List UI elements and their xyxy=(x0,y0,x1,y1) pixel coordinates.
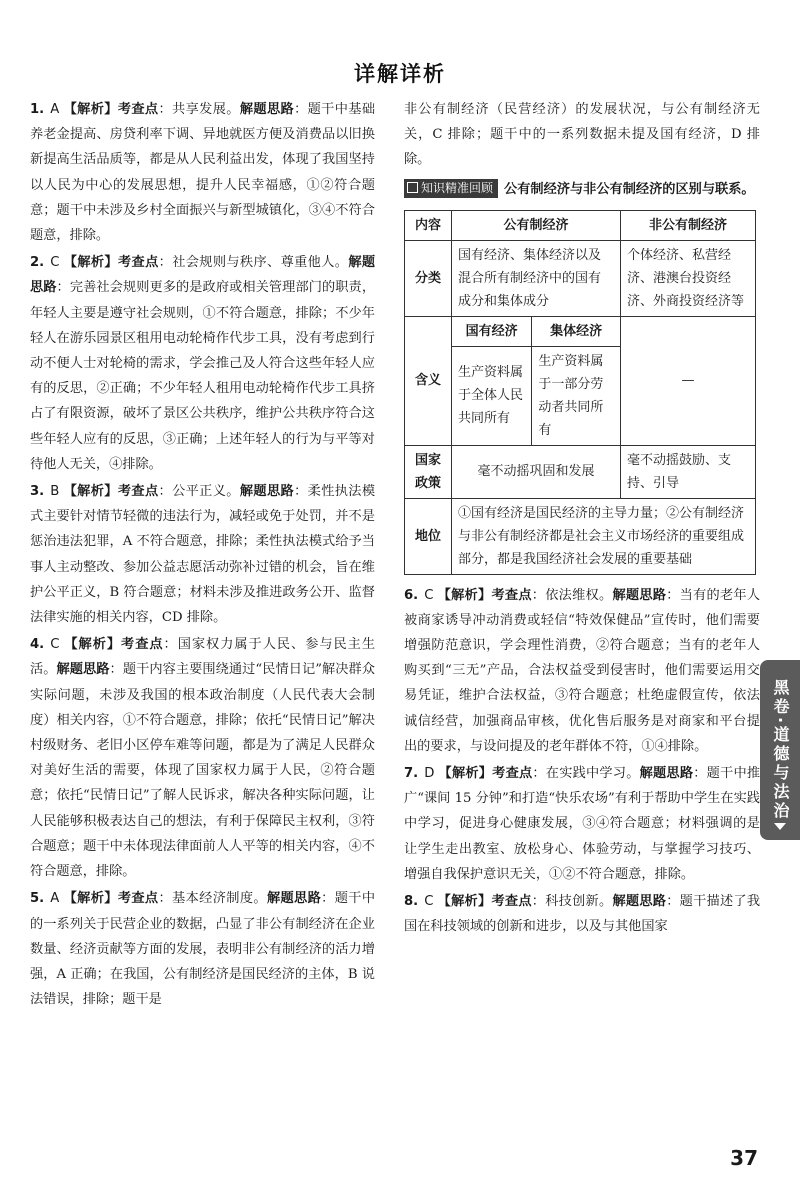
comparison-table xyxy=(404,210,756,575)
table-header-row xyxy=(405,210,756,240)
answer-item-7: 7. D 【解析】考查点：在实践中学习。解题思路：题干中推广“课间 15 分钟”和打造“快乐农场”有利于帮助中学生在实践中学习，促进身心健康发展，③④符合题意；材料强调的是让学生走出教室、放松身心、体验劳动，与掌握学习技巧、增强自我保护意识无关，①②不符合题意，排除。 xyxy=(404,766,761,882)
analysis-label: 【解析】 xyxy=(437,587,492,603)
exam-point-label: 考查点 xyxy=(117,102,159,117)
table-subheader: 国有经济 xyxy=(452,316,532,346)
table-cell: 毫不动摇鼓励、支持、引导 xyxy=(620,445,755,498)
exam-point-text: 基本经济制度。 xyxy=(172,891,267,907)
table-header: 公有制经济 xyxy=(452,210,621,240)
answer-item-2: 2. C 【解析】考查点：社会规则与秩序、尊重他人。解题思路：完善社会规则更多的是政府或相关管理部门的职责，年轻人主要是遵守社会规则，①不符合题意，排除；不少年轻人在游乐园景区租用电动轮椅作代步工具，没有考虑到行动不便人士对轮椅的需求，学会推己及人符合这些年轻人应有的反思，②正确；不少年轻人租用电动轮椅作代步工具挤占了有限资源，破坏了景区公共秩序，维护公共秩序符合这些年轻人应有的反思，③正确；上述年轻人的行为与平等对待他人无关，④排除。 xyxy=(30,255,376,472)
item-number: 8. xyxy=(404,894,419,910)
exam-point-text: 公平正义。 xyxy=(172,484,240,500)
analysis-label: 【解析】 xyxy=(63,255,118,271)
table-cell: 个体经济、私营经济、港澳台投资经济、外商投资经济等 xyxy=(620,240,755,316)
item-number: 1. xyxy=(30,102,45,117)
table-cell: 毫不动摇巩固和发展 xyxy=(452,445,621,498)
analysis-label: 【解析】 xyxy=(63,102,118,117)
table-row-meaning-header xyxy=(405,316,756,346)
table-cell: — xyxy=(620,316,755,445)
thinking-label: 解题思路 xyxy=(239,102,295,117)
thinking-label: 解题思路 xyxy=(239,484,295,500)
exam-point-label: 考查点 xyxy=(121,637,164,653)
item-body: 柔性执法模式主要针对情节轻微的违法行为，减轻或免于处罚，并不是惩治违法犯罪，A 不符合题意，排除；柔性执法模式给予当事人主动整改、参加公益志愿活动弥补过错的机会，旨在维护公平正义，B 符合题意；材料未涉及推进政务公开、监督法律实施的相关内容，CD 排除。 xyxy=(30,484,376,626)
exam-point-text: 科技创新。 xyxy=(545,894,613,910)
answer-letter: C xyxy=(50,255,60,271)
book-icon xyxy=(407,182,418,193)
exam-point-text: 共享发展。 xyxy=(172,102,240,117)
item-number: 2. xyxy=(30,255,45,271)
knowledge-review xyxy=(404,177,760,202)
exam-point-label: 考查点 xyxy=(117,891,159,907)
table-row-status xyxy=(405,498,756,574)
answer-item-5: 5. A 【解析】考查点：基本经济制度。解题思路：题干中的一系列关于民营企业的数据，凸显了非公有制经济在企业数量、经济贡献等方面的发展，表明非公有制经济的活力增强，A 正确；在我国，公有制经济是国民经济的主体，B 说法错误，排除；题干是 xyxy=(30,891,376,1008)
table-cell: 生产资料属于一部分劳动者共同所有 xyxy=(532,346,621,445)
item-5-continued: 非公有制经济（民营经济）的发展状况，与公有制经济无关，C 排除；题干中的一系列数据未提及国有经济，D 排除。 xyxy=(404,102,760,168)
item-body: 题干中推广“课间 15 分钟”和打造“快乐农场”有利于帮助中学生在实践中学习，促进身心健康发展，③④符合题意；材料强调的是让学生走出教室、放松身心、体验劳动，与掌握学习技巧、增强自我保护意识无关，①②不符合题意，排除。 xyxy=(404,766,761,882)
analysis-label: 【解析】 xyxy=(63,891,118,907)
row-label: 地位 xyxy=(405,498,452,574)
answer-letter: B xyxy=(50,484,60,500)
table-cell: 生产资料属于全体人民共同所有 xyxy=(452,346,532,445)
item-body: 题干中基础养老金提高、房贷利率下调、异地就医方便及消费品以旧换新提高生活品质等，都是从人民利益出发，体现了我国坚持以人民为中心的发展思想，提升人民幸福感，①②符合题意；题干中未涉及乡村全面振兴与新型城镇化，③④不符合题意，排除。 xyxy=(30,102,376,244)
answer-item-8: 8. C 【解析】考查点：科技创新。解题思路：题干描述了我国在科技领域的创新和进步，以及与其他国家 xyxy=(404,894,761,935)
item-number: 6. xyxy=(404,587,419,603)
answer-letter: C xyxy=(50,637,60,653)
thinking-label: 解题思路 xyxy=(266,891,322,907)
exam-point-label: 考查点 xyxy=(492,766,533,782)
analysis-label: 【解析】 xyxy=(437,894,492,910)
answer-item-1: 1. A 【解析】考查点：共享发展。解题思路：题干中基础养老金提高、房贷利率下调、异地就医方便及消费品以旧换新提高生活品质等，都是从人民利益出发，体现了我国坚持以人民为中心的发展思想，提升人民幸福感，①②符合题意；题干中未涉及乡村全面振兴与新型城镇化，③④不符合题意，排除。 xyxy=(30,102,376,244)
triangle-down-icon xyxy=(774,823,786,830)
table-cell: 国有经济、集体经济以及混合所有制经济中的国有成分和集体成分 xyxy=(452,240,621,316)
answer-letter: C xyxy=(424,587,434,603)
item-body: 题干中的一系列关于民营企业的数据，凸显了非公有制经济在企业数量、经济贡献等方面的发展，表明非公有制经济的活力增强，A 正确；在我国，公有制经济是国民经济的主体，B 说法错误，排除；题干是 xyxy=(30,891,376,1008)
thinking-label: 解题思路 xyxy=(30,255,376,296)
item-body: 题干内容主要围绕通过“民情日记”解决群众实际问题，未涉及我国的根本政治制度（人民代表大会制度）相关内容，①不符合题意，排除；依托“民情日记”解决村级财务、老旧小区停车难等问题，都是为了满足人民群众对美好生活的需要，体现了国家权力属于人民，②符合题意；依托“民情日记”了解人民诉求，解决各种实际问题，让人民能够积极表达自己的想法，有利于保障民主权利，③符合题意；题干中未体现法律面前人人平等的相关内容，④不符合题意，排除。 xyxy=(30,662,376,880)
table-row-category xyxy=(405,240,756,316)
analysis-label: 【解析】 xyxy=(63,484,118,500)
analysis-label: 【解析】 xyxy=(438,766,493,782)
left-column xyxy=(30,97,375,1014)
exam-point-label: 考查点 xyxy=(491,587,532,603)
right-column xyxy=(404,97,760,941)
exam-point-label: 考查点 xyxy=(491,894,532,910)
page-title: 详解详析 xyxy=(354,62,446,86)
side-tab xyxy=(760,660,800,840)
thinking-label: 解题思路 xyxy=(56,662,110,678)
answer-letter: C xyxy=(424,894,434,910)
exam-point-text: 社会规则与秩序、尊重他人。 xyxy=(172,255,349,271)
answer-item-3: 3. B 【解析】考查点：公平正义。解题思路：柔性执法模式主要针对情节轻微的违法行为，减轻或免于处罚，并不是惩治违法犯罪，A 不符合题意，排除；柔性执法模式给予当事人主动整改、参加公益志愿活动弥补过错的机会，旨在维护公平正义，B 符合题意；材料未涉及推进政务公开、监督法律实施的相关内容，CD 排除。 xyxy=(30,484,376,626)
answer-item-6: 6. C 【解析】考查点：依法维权。解题思路：当有的老年人被商家诱导冲动消费或轻信“特效保健品”宣传时，他们需要增强防范意识，学会理性消费，②符合题意；当有的老年人购买到“三无”产品，合法权益受到侵害时，他们需要运用交易凭证，维护合法权益，③符合题意；杜绝虚假宣传，依法诚信经营，加强商品审核，优化售后服务是对商家和平台提出的要求，与设问提及的老年群体不符，①④排除。 xyxy=(404,587,761,754)
review-tag-label: 知识精准回顾 xyxy=(421,180,494,195)
exam-point-text: 在实践中学习。 xyxy=(545,766,640,782)
table-row-policy xyxy=(405,445,756,498)
row-label: 分类 xyxy=(405,240,452,316)
review-tag xyxy=(404,179,498,198)
side-tab-label: 黑卷·道德与法治 xyxy=(771,678,790,822)
table-subheader: 集体经济 xyxy=(532,316,621,346)
thinking-label: 解题思路 xyxy=(639,766,694,782)
item-body: 题干描述了我国在科技领域的创新和进步，以及与其他国家 xyxy=(404,894,761,935)
thinking-label: 解题思路 xyxy=(612,587,667,603)
table-cell: ①国有经济是国民经济的主导力量；②公有制经济与非公有制经济都是社会主义市场经济的重要组成部分，都是我国经济社会发展的重要基础 xyxy=(452,498,756,574)
answer-letter: A xyxy=(50,102,60,117)
item-number: 5. xyxy=(30,891,45,907)
answer-item-4: 4. C 【解析】考查点：国家权力属于人民、参与民主生活。解题思路：题干内容主要围绕通过“民情日记”解决群众实际问题，未涉及我国的根本政治制度（人民代表大会制度）相关内容，①不符合题意，排除；依托“民情日记”解决村级财务、老旧小区停车难等问题，都是为了满足人民群众对美好生活的需要，体现了国家权力属于人民，②符合题意；依托“民情日记”了解人民诉求，解决各种实际问题，让人民能够积极表达自己的想法，有利于保障民主权利，③符合题意；题干中未体现法律面前人人平等的相关内容，④不符合题意，排除。 xyxy=(30,637,376,880)
item-number: 4. xyxy=(30,637,45,653)
item-number: 7. xyxy=(404,766,419,782)
exam-point-label: 考查点 xyxy=(117,255,159,271)
review-title: 公有制经济与非公有制经济的区别与联系。 xyxy=(504,181,755,197)
analysis-label: 【解析】 xyxy=(63,637,122,653)
exam-point-text: 国家权力属于人民、参与民主生活。 xyxy=(30,637,376,678)
table-header: 内容 xyxy=(405,210,452,240)
page-number: 37 xyxy=(730,1146,758,1170)
row-label: 国家政策 xyxy=(405,445,452,498)
exam-point-text: 依法维权。 xyxy=(545,587,613,603)
answer-letter: A xyxy=(50,891,60,907)
item-body: 完善社会规则更多的是政府或相关管理部门的职责，年轻人主要是遵守社会规则，①不符合题意，排除；不少年轻人在游乐园景区租用电动轮椅作代步工具，没有考虑到行动不便人士对轮椅的需求，学会推己及人符合这些年轻人应有的反思，②正确；不少年轻人租用电动轮椅作代步工具挤占了有限资源，破坏了景区公共秩序，维护公共秩序符合这些年轻人应有的反思，③正确；上述年轻人的行为与平等对待他人无关，④排除。 xyxy=(30,280,376,472)
item-number: 3. xyxy=(30,484,45,500)
exam-point-label: 考查点 xyxy=(117,484,159,500)
thinking-label: 解题思路 xyxy=(612,894,667,910)
answer-letter: D xyxy=(424,766,435,782)
item-body: 当有的老年人被商家诱导冲动消费或轻信“特效保健品”宣传时，他们需要增强防范意识，学会理性消费，②符合题意；当有的老年人购买到“三无”产品，合法权益受到侵害时，他们需要运用交易凭证，维护合法权益，③符合题意；杜绝虚假宣传，依法诚信经营，加强商品审核，优化售后服务是对商家和平台提出的要求，与设问提及的老年群体不符，①④排除。 xyxy=(404,587,761,754)
row-label: 含义 xyxy=(405,316,452,445)
table-header: 非公有制经济 xyxy=(620,210,755,240)
